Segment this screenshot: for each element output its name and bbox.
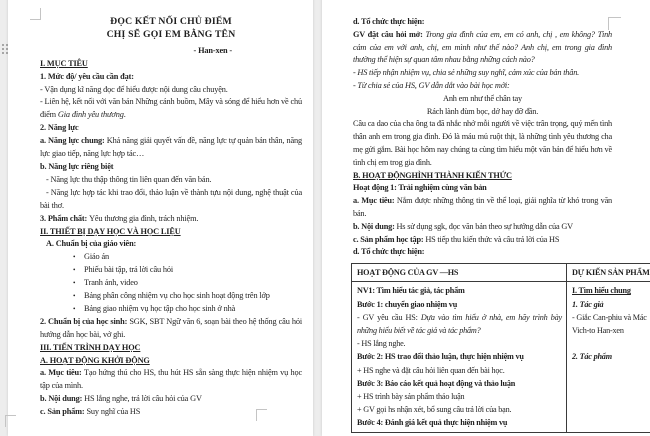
bullet-list-item [40,303,302,316]
text-run: Yêu thương gia đình, trách nhiệm. [89,214,198,223]
text-run: CHỊ SẼ GỌI EM BẰNG TÊN [107,29,236,40]
paragraph [40,187,302,213]
bullet-icon: • [73,277,75,290]
paragraph [40,96,302,122]
drag-handle-dots-icon[interactable] [2,44,10,56]
text-run: SGK, SBT Ngữ văn 6, soạn bài theo hệ thống câu hỏi hướng dẫn học bài, vở ghi. [40,317,302,339]
paragraph [40,393,302,406]
text-run: 1. Tác giả [572,300,603,309]
paragraph [40,174,302,187]
paragraph [353,80,612,93]
text-run: A. Chuẩn bị của giáo viên: [46,239,136,248]
paragraph [353,182,612,195]
paragraph [353,16,612,29]
paragraph [353,67,612,80]
page-margin-crop-mark-top-right [608,17,621,30]
activity-table [351,263,650,432]
paragraph [353,246,612,259]
table-body-row [352,282,650,432]
text-run: NV1: Tìm hiểu tác giả, tác phẩm [357,286,465,295]
text-run: 2. Tác phẩm [572,352,612,361]
paragraph [357,377,562,390]
text-run: a. Mục tiêu: [40,368,84,377]
paragraph [357,390,562,403]
text-run: - Vận dụng kĩ năng đọc để hiểu được nội dung câu chuyện. [40,85,228,94]
text-run: - HS lắng nghe. [357,339,405,348]
text-run: GV đặt câu hỏi mở: [353,30,425,39]
paragraph [353,29,612,67]
document-page-left [8,0,313,436]
text-run: A. HOẠT ĐỘNG KHỞI ĐỘNG [40,356,150,365]
text-run: Câu ca dao của cha ông ta đã nhắc nhở mỗi người về việc trân trọng, quý mến tình thân anh em trong gia đình. Đó là máu mủ ruột thịt, là những tình yêu thương cha mẹ gửi gắm. Bài học hôm nay chúng ta cùng tìm hiểu một văn bản để hiểu hơn về tình chị em trog gia đình. [353,119,612,166]
text-run: Bước 1: chuyển giao nhiệm vụ [357,300,457,309]
section-heading-hinh-thanh-kien-thuc [353,170,612,183]
bullet-icon: • [73,290,75,303]
text-run: 1. Mức độ/ yêu cầu cần đạt: [40,72,134,81]
text-run: - Năng lực thu thập thông tin liên quan đến văn bản. [46,175,211,184]
paragraph [357,284,562,297]
text-run: b. Năng lực riêng biệt [40,162,113,171]
text-run: d. Tổ chức thực hiện: [353,17,424,26]
page-margin-crop-mark-bottom-left [5,415,16,427]
doc-title-line-2 [40,29,302,42]
text-run: III. TIẾN TRÌNH DẠY HỌC [40,343,140,352]
text-run: - Liên hệ, kết nối với văn bản Những cánh buồm, Mây và sóng để hiểu hơn về chủ điểm [40,97,302,119]
text-run: + HS nghe và đặt câu hỏi liên quan đến bài học. [357,366,505,375]
text-run: Dựa vào tìm hiểu ở nhà, em hãy trình bày những hiểu biết về tác giả và tác phẩm? [357,313,562,335]
paragraph [572,311,650,337]
text-run: B. HOẠT ĐỘNGHÌNH THÀNH KIẾN THỨC [353,171,512,180]
paragraph [357,337,562,350]
text-run: a. Năng lực chung: [40,136,107,145]
paragraph [357,350,562,363]
paragraph [357,298,562,311]
text-run: ĐỌC KẾT NỐI CHỦ ĐIỂM [110,16,232,27]
text-run: - Giắc Can-phiu và Mác Vich-to Han-xen [572,313,647,335]
text-run: Bảng giao nhiệm vụ học tập cho học sinh ở nhà [84,304,235,313]
paragraph [40,367,302,393]
left-page-content [8,0,313,419]
text-run: 2. Năng lực [40,123,79,132]
text-run: - HS tiếp nhận nhiệm vụ, chia sẻ những suy nghĩ, cảm xúc của bản thân. [353,68,579,77]
text-run: HS tiếp thu kiến thức và câu trả lời của HS [425,235,559,244]
bullet-icon: • [73,264,75,277]
text-run: Phiếu bài tập, trả lời câu hỏi [84,265,173,274]
paragraph [40,213,302,226]
bullet-list-item [40,290,302,303]
table-cell-gv-hs-activities [352,282,567,432]
table-header-du-kien-san-pham: DỰ KIẾN SẢN PHẨM [567,264,650,282]
text-run: Bước 4: Đánh giá kết quả thực hiện nhiệm vụ [357,418,507,427]
paragraph [357,403,562,416]
section-heading-khoi-dong [40,355,302,368]
bullet-list-item [40,264,302,277]
text-run: Suy nghĩ của HS [86,407,140,416]
bullet-icon: • [73,251,75,264]
paragraph [357,364,562,377]
text-run: - Từ chia sẻ của HS, GV dẫn dắt vào bài học mới: [353,81,510,90]
paragraph [353,118,612,169]
text-run: Rách lành đùm bọc, dở hay đỡ đần. [427,107,538,116]
text-run: c. Sản phẩm: [40,407,86,416]
text-run: Bước 3: Báo cáo kết quả hoạt động và thảo luận [357,379,515,388]
paragraph [572,298,650,311]
text-run: Khả năng giải quyết vấn đề, năng lực tự quản bản thân, năng lực giao tiếp, năng lực hợp tác… [40,136,302,158]
section-heading-thiet-bi [40,226,302,239]
table-cell-expected-products [567,282,650,432]
text-run: I. MỤC TIÊU [40,59,88,68]
text-run: - Năng lực hợp tác khi trao đổi, thảo luận về thành tựu nội dung, nghệ thuật của bài thơ. [40,188,302,210]
text-run: Tranh ảnh, video [84,278,138,287]
paragraph [40,316,302,342]
right-page-paragraphs [351,16,648,259]
document-page-right [322,0,650,436]
paragraph [40,135,302,161]
text-run: Gia đình yêu thương [58,110,124,119]
bullet-list-item [40,277,302,290]
doc-title-line-1 [40,16,302,29]
page-margin-crop-mark-top-left [30,8,41,20]
paragraph [353,93,612,106]
text-run: Nắm được những thông tin về thể loại, giải nghĩa từ khó trong văn bản. [353,196,612,218]
section-heading-muc-tieu [40,58,302,71]
text-run: HS lắng nghe, trả lời câu hỏi của GV [84,394,202,403]
text-run: Trong gia đình của em, em có anh, chị , em không? Tình cảm của em với anh, chị, em mình như thế nào? Anh chị, em trong gia đình thường thể hiện sự quan tâm nhau bằng những cách nào? [353,30,612,65]
text-run: c. Sản phẩm học tập: [353,235,425,244]
table-header-gv-hs: HOẠT ĐỘNG CỦA GV —HS [352,264,567,282]
paragraph [40,122,302,135]
text-run: Giáo án [84,252,109,261]
right-page-content [322,0,650,433]
paragraph [40,71,302,84]
text-run: Bảng phân công nhiệm vụ cho học sinh hoạt động trên lớp [84,291,270,300]
paragraph [353,106,612,119]
text-run: d. Tổ chức thực hiện: [353,247,424,256]
text-run: . [124,110,126,119]
paragraph [40,84,302,97]
paragraph [357,311,562,337]
paragraph [572,350,650,363]
section-heading-tien-trinh [40,342,302,355]
text-run: Tạo hứng thú cho HS, thu hút HS sẵn sàng thực hiện nhiệm vụ học tập của mình. [40,368,302,390]
text-run: b. Nội dung: [40,394,84,403]
text-run: II. THIẾT BỊ DẠY HỌC VÀ HỌC LIỆU [40,227,181,236]
bullet-list-item [40,251,302,264]
paragraph [353,195,612,221]
text-run: Hoạt động 1: Trải nghiệm cùng văn bản [353,183,487,192]
paragraph [40,161,302,174]
text-run: 3. Phẩm chất: [40,214,89,223]
text-run: Anh em như thể chân tay [443,94,522,103]
text-run: + GV gọi hs nhận xét, bổ sung câu trả lời của bạn. [357,405,511,414]
text-run: a. Mục tiêu: [353,196,397,205]
page-margin-crop-mark-bottom-right [256,409,267,421]
paragraph [40,238,302,251]
text-run: 2. Chuẩn bị của học sinh: [40,317,129,326]
text-run: - Han-xen - [194,46,232,55]
paragraph [353,221,612,234]
paragraph [353,234,612,247]
table-header-row [352,264,650,282]
text-run: I. Tìm hiểu chung [572,286,631,295]
paragraph [572,284,650,297]
text-run: Hs sử dụng sgk, đọc văn bản theo sự hướng dẫn của GV [397,222,573,231]
text-run: Bước 2: HS trao đổi thảo luận, thực hiện nhiệm vụ [357,352,524,361]
text-run: - GV yêu cầu HS: [357,313,421,322]
bullet-icon: • [73,303,75,316]
author-line [40,45,302,58]
text-run: + HS trình bày sản phẩm thảo luận [357,392,464,401]
text-run: b. Nội dung: [353,222,397,231]
